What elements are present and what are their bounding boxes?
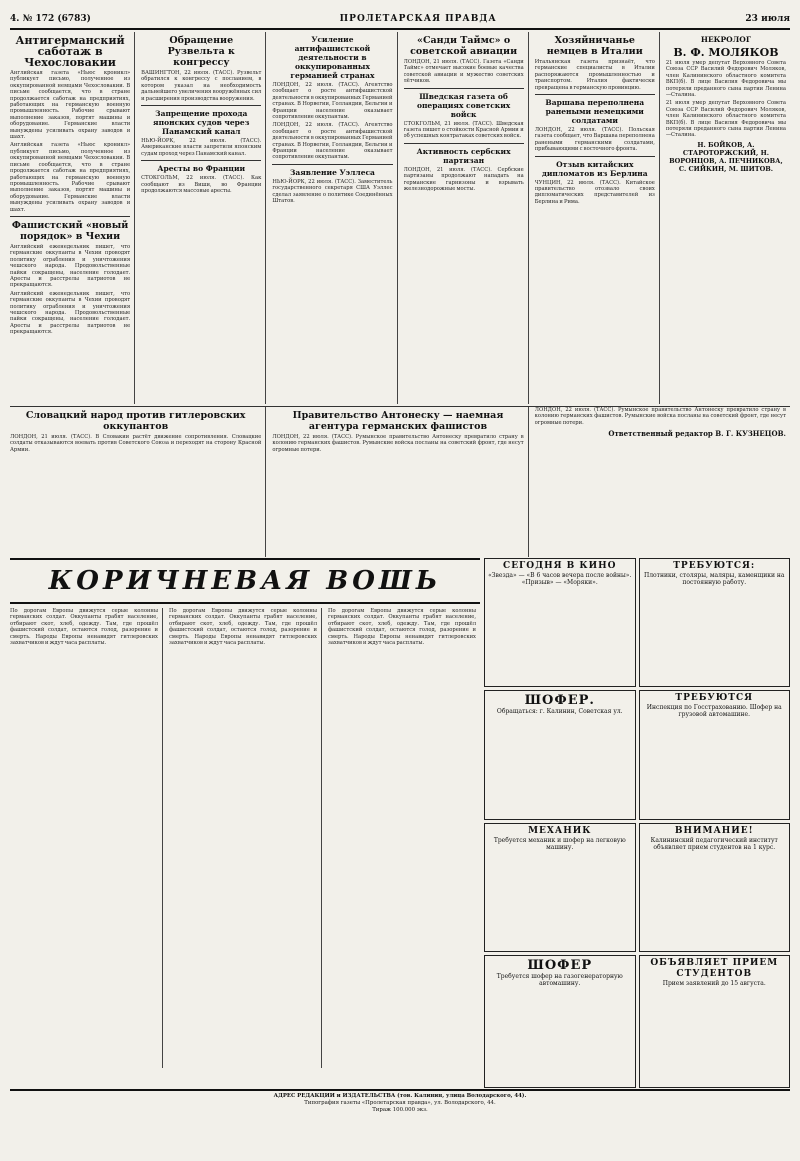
column-5 [535,32,660,404]
divider [404,143,524,144]
top-columns [10,32,790,404]
article-text: ЛОНДОН, 22 июля. (ТАСС). Агентство сообщает о росте антифашистской деятельности в оккупированных Германией странах. В Норвегии, Голландии, Бельгии и Франции население оказывает сопротивление оккупантам. [272,122,393,161]
feuilleton-text: По дорогам Европы движутся серые колонны германских солдат. Оккупанты грабят население, отбирают скот, хлеб, одежду. Там, где прошёл фашистский солдат, остаются голод, разорение и смерть. Народы Европы ненавидят гитлеровских захватчиков и ждут часа расплаты. [10,608,158,647]
article-text: Итальянская газета признаёт, что германские специалисты в Италии распоряжаются промышленностью и транспортом. Италия фактически превращена в германскую провинцию. [534,59,655,91]
ad-text: Калининский педагогический институт объявляет прием студентов на 1 курс. [650,836,778,851]
article-title: Шведская газета об операциях советских войск [416,91,511,119]
article-title: Варшава переполнена ранеными немецкими солдатами [545,98,645,126]
divider [141,105,261,106]
divider [535,94,655,95]
divider [404,88,524,89]
article-text: НЬЮ-ЙОРК, 22 июля. (ТАСС). Заместитель государственного секретаря США Уэллес сделал заявление о политике Соединённых Штатов. [272,178,393,205]
obituary-text: 21 июля умер депутат Верховного Совета Союза ССР Василий Федорович Моляков, член Калининского областного комитета ВКП(б). В лице Василия Федоровича мы потеряли преданного сына партии Ленина—Сталина. [665,60,787,99]
ad-text: Требуется механик и шофер на легковую машину. [493,836,626,851]
column-mid-2 [272,407,528,557]
obituary-label: НЕКРОЛОГ [700,35,752,44]
ad-block [639,558,791,687]
editor-credit: Ответственный редактор В. Г. КУЗНЕЦОВ. [608,429,786,439]
article-title: Заявление Уэллеса [289,167,375,177]
feuilleton [10,558,480,1088]
divider [10,216,130,217]
article-title: Отзыв китайских дипломатов из Берлина [541,159,648,178]
ad-block [484,955,636,1088]
article-title: Усиление антифашистской деятельности в оккупированных германией странах [290,35,375,80]
article-text: ВАШИНГТОН, 22 июля. (ТАСС). Рузвельт обратился к конгрессу с посланием, в котором указал на необходимость дальнейшего увеличения вооружённых сил и расширения производства вооружения. [141,70,262,102]
column-3 [272,32,397,404]
article-text: Английская газета «Ньюс кроникл» публикует письмо, полученное из оккупированной немцами Чехословакии. В письме сообщается, что в стране продолжается саботаж на предприятиях, работающих на германскую военную промышленность. Рабочие срывают выполнение заказов, портят машины и оборудование. Германские власти вынуждены усиливать охрану заводов и шахт. [10,70,131,141]
article-title: Антигерманский саботаж в Чехословакии [15,34,125,69]
feuilleton-col-2 [169,608,322,1068]
newspaper-title: ПРОЛЕТАРСКАЯ ПРАВДА [339,14,497,24]
feuilleton-text: По дорогам Европы движутся серые колонны германских солдат. Оккупанты грабят население, отбирают скот, хлеб, одежду. Там, где прошёл фашистский солдат, остаются голод, разорение и смерть. Народы Европы ненавидят гитлеровских захватчиков и ждут часа расплаты. [328,608,476,647]
column-4 [404,32,529,404]
obituary-text: 21 июля умер депутат Верховного Совета Союза ССР Василий Федорович Моляков, член Калининского областного комитета ВКП(б). В лице Василия Федоровича мы потеряли преданного сына партии Ленина—Сталина. [665,100,787,139]
feuilleton-text: По дорогам Европы движутся серые колонны германских солдат. Оккупанты грабят население, отбирают скот, хлеб, одежду. Там, где прошёл фашистский солдат, остаются голод, разорение и смерть. Народы Европы ненавидят гитлеровских захватчиков и ждут часа расплаты. [169,608,317,647]
column-6 [666,32,790,404]
article-text: СТОКГОЛЬМ, 22 июля. (ТАСС). Как сообщают из Виши, во Франции продолжаются массовые аресты. [141,175,262,195]
article-title: Активность сербских партизан [416,146,511,165]
middle-row [10,406,790,557]
article-title: Запрещение прохода японских судов через Панамский канал [153,109,250,137]
article-text: НЬЮ-ЙОРК, 22 июля. (ТАСС). Американские власти запретили японским судам проход через Панамский канал. [141,138,262,157]
advertisements [484,558,790,1088]
ad-text: Обращаться: г. Калинин, Советская ул. [496,708,623,716]
article-text: ЛОНДОН, 22 июля. (ТАСС). Агентство сообщает о росте антифашистской деятельности в оккупированных Германией странах. В Норвегии, Голландии, Бельгии и Франции население оказывает сопротивление оккупантам. [272,82,393,121]
ad-block [639,823,791,952]
article-text: ЛОНДОН, 22 июля. (ТАСС). Румынское правительство Антонеску превратило страну в колонию германских фашистов. Румынские войска посланы на советский фронт, где несут огромные потери. [534,407,786,426]
divider [535,156,655,157]
masthead [10,10,790,30]
article-title: Правительство Антонеску — наемная агентура германских фашистов [292,410,504,432]
ad-text: Инспекция по Госстрахованию. Шофер на грузовой автомашине. [646,704,782,719]
issue-number: 4. № 172 (6783) [10,14,91,24]
ad-title: ТРЕБУЮТСЯ [675,693,754,704]
footer-circulation: Тираж 100.000 экз. [372,1107,428,1113]
column-1 [10,32,135,404]
ad-text: «Звезда» — «В 6 часов вечера после войны». «Призыв» — «Моряки». [488,572,632,586]
ad-block [484,558,636,687]
ad-text: Требуется шофер на газогенераторную автомашину. [496,972,623,987]
ad-title: МЕХАНИК [528,825,592,836]
ad-title: ШОФЕР. [524,693,595,709]
ad-text: Прием заявлений до 15 августа. [662,979,766,987]
article-title: Фашистский «новый порядок» в Чехии [11,219,129,242]
ad-title: ТРЕБУЮТСЯ: [673,561,756,571]
ad-title: ШОФЕР [527,957,593,973]
article-text: Английский еженедельник пишет, что германские оккупанты в Чехии проводят политику ограбления и уничтожения чешского народа. Продовольственные пайки сокращены, население голодает. Аресты и расстрелы патриотов не прекращаются. [10,243,131,289]
article-title: Аресты во Франции [157,164,246,174]
article-title: Хозяйничанье немцев в Италии [546,35,643,57]
footer-address: АДРЕС РЕДАКЦИИ и ИЗДАТЕЛЬСТВА (тов. Калинин, улица Володарского, 44). [273,1093,527,1099]
article-title: Обращение Рузвельта к конгрессу [167,35,235,68]
ad-block [484,823,636,952]
article-text: СТОКГОЛЬМ, 21 июля. (ТАСС). Шведская газета пишет о стойкости Красной Армии и об успешных контратаках советских войск. [403,120,524,140]
footer [10,1089,790,1141]
ad-block [639,955,791,1088]
feuilleton-col-3 [328,608,480,1068]
divider [272,164,392,165]
footer-printer: Типография газеты «Пролетарская правда», ул. Володарского, 44. [304,1100,496,1106]
article-title: «Санди Таймс» о советской авиации [410,35,518,57]
article-title: Словацкий народ против гитлеровских оккупантов [25,410,246,432]
article-text: ЛОНДОН, 21 июля. (ТАСС). В Словакии растёт движение сопротивления. Словацкие солдаты отказываются воевать против Советского Союза и переходят на сторону Красной Армии. [10,434,262,453]
article-text: ЛОНДОН, 22 июля. (ТАСС). Польская газета сообщает, что Варшава переполнена ранеными германскими солдатами, прибывающими с восточного фронта. [534,127,655,153]
ad-text: Плотники, столяры, маляры, каменщики на постоянную работу. [644,572,785,586]
newspaper-page [10,10,790,1141]
feuilleton-col-1 [10,608,163,1068]
article-text: ЛОНДОН, 21 июля. (ТАСС). Газета «Санди Таймс» отмечает высокие боевые качества советской авиации и мужество советских лётчиков. [403,59,524,85]
article-text: ЛОНДОН, 21 июля. (ТАСС). Сербские партизаны продолжают нападать на германские гарнизоны и взрывать железнодорожные мосты. [403,166,524,193]
ad-title: СЕГОДНЯ В КИНО [503,561,617,571]
ad-title: ВНИМАНИЕ! [674,825,754,836]
ad-block [484,690,636,819]
article-text: Английский еженедельник пишет, что германские оккупанты в Чехии проводят политику ограбления и уничтожения чешского народа. Продовольственные пайки сокращены, население голодает. Аресты и расстрелы патриотов не прекращаются. [10,290,131,336]
divider [141,160,261,161]
column-2 [141,32,266,404]
ad-block [639,690,791,819]
feuilleton-title: КОРИЧНЕВАЯ ВОШЬ [10,558,480,604]
ad-title: ОБЪЯВЛЯЕТ ПРИЕМ СТУДЕНТОВ [650,957,779,979]
article-text: ЧУНЦИН, 22 июля. (ТАСС). Китайское правительство отозвало своих дипломатических представителей из Берлина и Рима. [534,179,655,205]
issue-date: 23 июля [745,14,790,24]
feuilleton-columns [10,608,480,1068]
obituary-title: В. Ф. МОЛЯКОВ [673,46,779,59]
column-mid-1 [10,407,266,557]
column-mid-3 [535,407,790,557]
article-text: ЛОНДОН, 22 июля. (ТАСС). Румынское правительство Антонеску превратило страну в колонию германских фашистов. Румынские войска посланы на советский фронт, где несут огромные потери. [272,434,524,453]
article-text: Английская газета «Ньюс кроникл» публикует письмо, полученное из оккупированной немцами Чехословакии. В письме сообщается, что в стране продолжается саботаж на предприятиях, работающих на германскую военную промышленность. Рабочие срывают выполнение заказов, портят машины и оборудование. Германские власти вынуждены усиливать охрану заводов и шахт. [10,142,131,213]
obituary-signatories: Н. БОЙКОВ, А. СТАРОТОРЖСКИЙ, Н. ВОРОНЦОВ, А. ПЕЧНИКОВА, С. СИЙКИН, М. ШИТОВ. [669,140,783,173]
